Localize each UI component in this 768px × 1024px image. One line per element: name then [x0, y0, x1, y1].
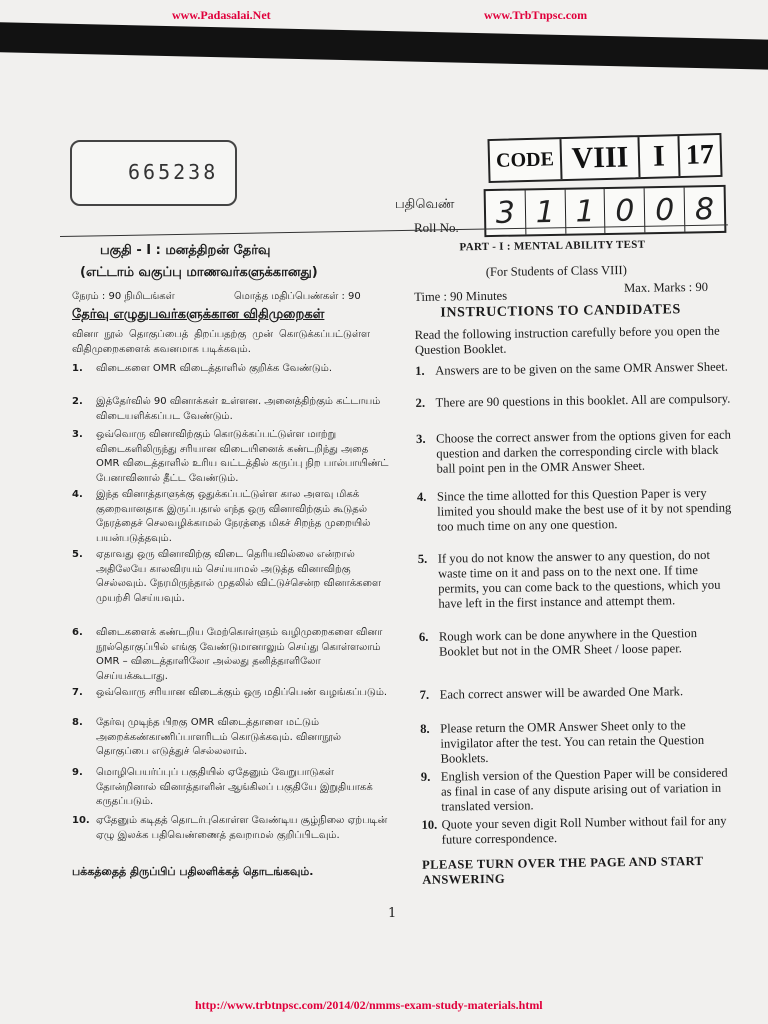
- tamil-instructions-title: தேர்வு எழுதுபவர்களுக்கான விதிமுறைகள்: [72, 307, 325, 322]
- english-instruction-item: 10. Quote your seven digit Roll Number without fail for any future correspondence.: [421, 813, 727, 847]
- tamil-part-title: பகுதி - I : மனத்திறன் தேர்வு: [100, 243, 271, 258]
- english-class-title: (For Students of Class VIII): [485, 262, 627, 279]
- roll-label-tamil: பதிவெண்: [395, 197, 455, 212]
- tamil-closing: பக்கத்தைத் திருப்பிப் பதிலளிக்கத் தொடங்கவும்.: [72, 865, 314, 878]
- code-value-class: VIII: [561, 137, 640, 179]
- english-column: [410, 0, 744, 1024]
- english-closing: PLEASE TURN OVER THE PAGE AND START ANSWERING: [421, 853, 704, 888]
- tamil-instruction-item: 5. ஏதாவது ஒரு வினாவிற்கு விடை தெரியவில்லை என்றால் அதிலேயே காலவிரயம் செய்யாமல் அடுத்த வினாவிற்கு செல்லவும். நேரமிருந்தால் முதலில் விட்டுச்சென்ற வினாக்களை முயற்சி செய்யவும்.: [72, 549, 381, 604]
- code-value-year: 17: [685, 139, 715, 171]
- watermark-top-left: www.Padasalai.Net: [172, 8, 271, 22]
- tamil-instruction-item: 2. இத்தேர்வில் 90 வினாக்கள் உள்ளன. அனைத்திற்கும் கட்டாயம் விடையளிக்கப்பட வேண்டும்.: [72, 396, 381, 422]
- english-instruction-item: 6. Rough work can be done anywhere in the Question Booklet but not in the OMR Sheet / loose paper.: [418, 626, 698, 659]
- roll-label-english: Roll No.: [414, 220, 459, 235]
- watermark-top-right: www.TrbTnpsc.com: [484, 8, 588, 22]
- english-instructions-title: INSTRUCTIONS TO CANDIDATES: [440, 302, 681, 321]
- english-instruction-item: 7. Each correct answer will be awarded One Mark.: [419, 684, 684, 702]
- english-time: Time : 90 Minutes: [414, 288, 508, 304]
- serial-number: 665238: [128, 160, 219, 184]
- english-intro: Read the following instruction carefully before you open the Question Booklet.: [414, 323, 720, 358]
- english-instruction-item: 2. There are 90 questions in this booklet. All are compulsory.: [415, 391, 731, 410]
- tamil-marks: மொத்த மதிப்பெண்கள் : 90: [234, 291, 361, 302]
- english-instruction-item: 8. Please return the OMR Answer Sheet only to the invigilator after the test. You can retain the Question Booklets.: [420, 718, 705, 766]
- tamil-instruction-item: 9. மொழிபெயர்ப்புப் பகுதியில் ஏதேனும் வேறுபாடுகள் தோன்றினால் வினாத்தாளின் ஆங்கிலப் பகுதியே இறுதியாகக் கருதப்படும்.: [72, 767, 373, 807]
- roll-digit: 0: [605, 188, 646, 233]
- page-number: 1: [388, 906, 397, 921]
- tamil-instruction-item: 7. ஒவ்வொரு சரியான விடைக்கும் ஒரு மதிப்பெண் வழங்கப்படும்.: [72, 687, 388, 698]
- english-instruction-item: 4. Since the time allotted for this Question Paper is very limited you should make the best use of it by not spending too much time on any one question.: [416, 485, 732, 534]
- code-label: CODE: [490, 139, 563, 181]
- english-instruction-item: 9. English version of the Question Paper will be considered as final in case of any dispute arising out of variation in translated version.: [420, 765, 728, 814]
- roll-digit: 1: [525, 190, 566, 235]
- watermark-bottom-url: http://www.trbtnpsc.com/2014/02/nmms-exam-study-materials.html: [195, 998, 543, 1012]
- tamil-intro: வினா நூல் தொகுப்பைத் திறப்பதற்கு முன் கொடுக்கப்பட்டுள்ள விதிமுறைகளைக் கவனமாக படிக்கவும்.: [72, 329, 370, 355]
- english-instruction-item: 5. If you do not know the answer to any question, do not waste time on it and pass on to the next one. If time permits, you can come back to the questions, which you have left in the first instance and attempt them.: [417, 547, 721, 611]
- tamil-instruction-item: 10. ஏதேனும் கடிதத் தொடர்புகொள்ள வேண்டிய சூழ்நிலை ஏற்படின் ஏழு இலக்க பதிவெண்ணைத் தவறாமல் குறிப்பிடவும்.: [72, 815, 388, 841]
- tamil-instruction-item: 8. தேர்வு முடிந்த பிறகு OMR விடைத்தாளை மட்டும் அறைக்கண்காணிப்பாளரிடம் கொடுக்கவும். வினாநூல் தொகுப்பை எடுத்துச் செல்லலாம்.: [72, 717, 342, 757]
- roll-digit: 8: [694, 191, 715, 227]
- tamil-time: நேரம் : 90 நிமிடங்கள்: [72, 291, 175, 302]
- english-marks: Max. Marks : 90: [623, 279, 709, 296]
- roll-digit: 1: [565, 189, 606, 234]
- english-instruction-item: 3. Choose the correct answer from the options given for each question and darken the corresponding circle with black ball point pen in the OMR Answer Sheet.: [416, 427, 732, 476]
- roll-digit: 0: [645, 188, 686, 233]
- english-part-title: PART - I : MENTAL ABILITY TEST: [459, 238, 646, 254]
- english-instruction-item: 1. Answers are to be given on the same OMR Answer Sheet.: [415, 359, 728, 378]
- code-value-part: I: [639, 136, 680, 177]
- tamil-instruction-item: 4. இந்த வினாத்தாளுக்கு ஒதுக்கப்பட்டுள்ள கால அளவு மிகக் குறைவானதாக இருப்பதால் எந்த ஒரு வினாவிற்கும் கூடுதல் நேரத்தைச் செலவழிக்காமல் நேரத்தை மிகச் சிறந்த முறையில் பயன்படுத்தவும்.: [72, 489, 371, 544]
- roll-digit: 3: [486, 190, 527, 235]
- tamil-class-title: (எட்டாம் வகுப்பு மாணவர்களுக்கானது): [80, 265, 318, 280]
- tamil-column: [72, 0, 389, 1024]
- tamil-instruction-item: 3. ஒவ்வொரு வினாவிற்கும் கொடுக்கப்பட்டுள்ள மாற்று விடைகளிலிருந்து சரியான விடையினைக் கண்டறிந்து அதை OMR விடைத்தாளில் உரிய வட்டத்தில் கருப்பு நிற பால்பாயிண்ட் பேனாவினால் தீட்ட வேண்டும்.: [72, 429, 389, 484]
- tamil-instruction-item: 6. விடைகளைக் கண்டறிய மேற்கொள்ளும் வழிமுறைகளை வினா நூல்தொகுப்பில் எங்கு வேண்டுமானாலும் செய்து கொள்ளலாம் OMR – விடைத்தாளிலோ அல்லது தனித்தாளிலோ செய்யக்கூடாது.: [72, 627, 383, 682]
- tamil-instruction-item: 1. விடைகளை OMR விடைத்தாளில் குறிக்க வேண்டும்.: [72, 363, 333, 374]
